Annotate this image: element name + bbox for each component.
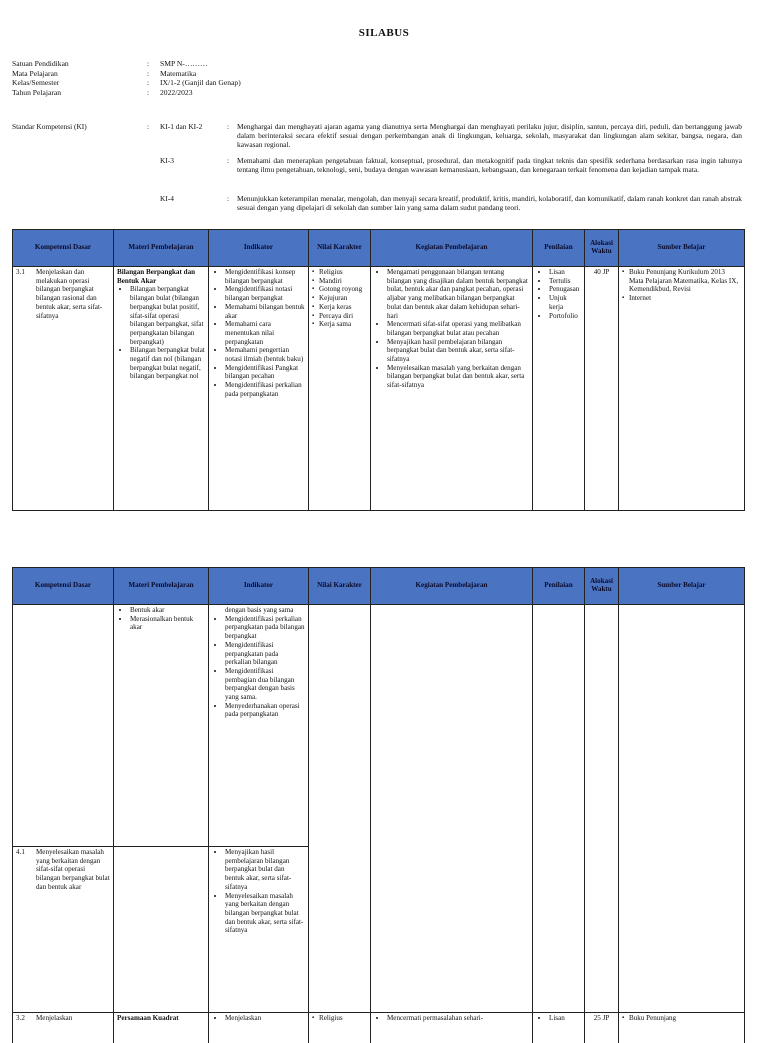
ki-code: KI-3: [160, 156, 174, 165]
kd-text: Menyelesaikan masalah yang berkaitan dengan sifat-sifat operasi bilangan berpangkat bulat dan bentuk akar: [36, 848, 110, 891]
list-item: • Penugasan: [549, 285, 581, 294]
ki-description: Menghargai dan menghayati ajaran agama yang dianutnya serta Menghargai dan menghayati perilaku jujur, disiplin, santun, percaya diri, peduli, dan bertanggung jawab dalam berinteraksi secara efektif sesuai dengan perkembangan anak di lingkungan, keluarga, sekolah, masyarakat dan lingkungan alam sekitar, bangsa, negara, dan kawasan regional.: [237, 122, 742, 150]
list-item: • Menjelaskan: [225, 1014, 305, 1023]
kd-cell: [13, 847, 114, 1013]
kd-number: 3.1: [16, 268, 25, 276]
colon: :: [147, 78, 150, 87]
info-label: Mata Pelajaran: [12, 68, 58, 78]
ki-label: Standar Kompetensi (KI): [12, 122, 87, 131]
ki-description: Memahami dan menerapkan pengetahuan faktual, konseptual, prosedural, dan metakognitif pada tingkat teknis dan spesifik sederhana berdasarkan rasa ingin tahunya tentang ilmu pengetahuan, teknologi, seni, budaya dengan wawasan kemanusiaan, kebangsaan, dan kenegaraan terkait fenomena dan kejadian tampak mata.: [237, 156, 742, 175]
list-item: • Mengidentifikasi Pangkat bilangan pecahan: [225, 364, 305, 381]
header-kompetensi-dasar: Kompetensi Dasar: [13, 568, 114, 605]
list-item: ▪ Religius: [319, 268, 367, 277]
kegiatan-cell: [371, 1013, 533, 1043]
list-item: • Mengamati penggunaan bilangan tentang bilangan yang disajikan dalam bentuk berpangkat bulat, bentuk akar dan pangkat pecahan, operasi aljabar yang melibatkan bilangan berpangkat bulat dan bentuk akar dalam kehidupan sehari-hari: [387, 268, 529, 320]
kegiatan-cell: [371, 605, 533, 847]
sumber-cell: [619, 267, 745, 511]
info-value: 2022/2023: [160, 87, 193, 97]
sumber-cell: [619, 605, 745, 847]
penilaian-cell: [533, 847, 585, 1013]
list-item: • Merasionalkan bentuk akar: [130, 615, 205, 632]
list-item: ▪ Buku Penunjang: [629, 1014, 741, 1023]
materi-title: Bilangan Berpangkat dan Bentuk Akar: [117, 268, 196, 285]
nilai-cell: [309, 267, 371, 511]
list-item: • Bilangan berpangkat bulat negatif dan nol (bilangan berpangkat bulat negatif, bilangan berpangkat nol: [130, 346, 205, 381]
kegiatan-cell: [371, 267, 533, 511]
colon: :: [147, 59, 150, 68]
header-penilaian: Penilaian: [533, 230, 585, 267]
list-item: ▪ Kerja keras: [319, 303, 367, 312]
indikator-cell: [209, 267, 309, 511]
list-item: ▪ Kerja sama: [319, 320, 367, 329]
syllabus-table-page-1: [12, 229, 745, 511]
alokasi-cell: [585, 605, 619, 847]
table-row: [13, 847, 745, 1013]
header-nilai-karakter: Nilai Karakter: [309, 568, 371, 605]
list-item: • Mengidentifikasi notasi bilangan berpangkat: [225, 285, 305, 302]
list-item: • Memahami bilangan bentuk akar: [225, 303, 305, 320]
table-row: [13, 1013, 745, 1043]
info-label: Satuan Pendidikan: [12, 59, 69, 68]
list-item: ▪ Gotong royong: [319, 285, 367, 294]
nilai-cell: [309, 847, 371, 1013]
alokasi-value: 40 JP: [593, 268, 610, 276]
colon: :: [227, 156, 230, 165]
penilaian-cell: [533, 1013, 585, 1043]
indikator-continuation: dengan basis yang sama: [225, 606, 294, 614]
ki-block: [0, 122, 768, 217]
list-item: ▪ Internet: [629, 294, 741, 303]
info-block: [0, 59, 768, 99]
colon: :: [147, 87, 150, 97]
list-item: ▪ Kejujuran: [319, 294, 367, 303]
header-penilaian: Penilaian: [533, 568, 585, 605]
list-item: ▪ Religius: [319, 1014, 367, 1023]
info-row: [0, 69, 768, 79]
header-kompetensi-dasar: Kompetensi Dasar: [13, 230, 114, 267]
nilai-cell: [309, 1013, 371, 1043]
indikator-cell: [209, 1013, 309, 1043]
list-item: • Menyajikan hasil pembelajaran bilangan berpangkat bulat dan bentuk akar, serta sifat-sifatnya: [387, 338, 529, 364]
sumber-cell: [619, 1013, 745, 1043]
header-indikator: Indikator: [209, 230, 309, 267]
ki-description: Menunjukkan keterampilan menalar, mengolah, dan menyaji secara kreatif, produktif, kritis, mandiri, kolaboratif, dan komunikatif, dalam ranah konkret dan ranah abstrak sesuai dengan yang dipelajari di sekolah dan sumber lain yang sama dalam sudut pandang teori.: [237, 194, 742, 213]
header-indikator: Indikator: [209, 568, 309, 605]
header-alokasi-waktu: Alokasi Waktu: [585, 230, 619, 267]
kegiatan-cell: [371, 847, 533, 1013]
table-header-row: [13, 568, 745, 605]
indikator-cell: [209, 847, 309, 1013]
colon: :: [147, 122, 150, 131]
list-item: • Mencermati permasalahan sehari-: [387, 1014, 529, 1023]
info-label: Tahun Pelajaran: [12, 87, 62, 97]
kd-number: 3.2: [16, 1014, 25, 1022]
materi-cell: [114, 267, 209, 511]
materi-title: Persamaan Kuadrat: [117, 1014, 179, 1022]
list-item: • Menyelesaikan masalah yang berkaitan dengan bilangan berpangkat bulat dan bentuk akar, serta sifat-sifatnya: [225, 892, 305, 936]
list-item: • Mengidentifikasi konsep bilangan berpangkat: [225, 268, 305, 285]
sumber-cell: [619, 847, 745, 1013]
list-item: ▪ Mandiri: [319, 277, 367, 286]
info-row: [0, 59, 768, 69]
materi-cell: [114, 605, 209, 847]
list-item: ▪ Percaya diri: [319, 312, 367, 321]
materi-cell: [114, 1013, 209, 1043]
list-item: • Tertulis: [549, 277, 581, 286]
header-kegiatan: Kegiatan Pembelajaran: [371, 230, 533, 267]
list-item: • Menyederhanakan operasi pada perpangkatan: [225, 702, 305, 719]
penilaian-cell: [533, 605, 585, 847]
list-item: • Portofolio: [549, 312, 581, 321]
list-item: • Mengidentifikasi pembagian dua bilangan berpangkat dengan basis yang sama.: [225, 667, 305, 702]
table-row: [13, 605, 745, 847]
info-value: IX/1-2 (Ganjil dan Genap): [160, 78, 241, 87]
alokasi-value: 25 JP: [593, 1014, 610, 1022]
ki-code: KI-4: [160, 194, 174, 203]
list-item: • Unjuk kerja: [549, 294, 581, 311]
kd-cell: [13, 605, 114, 847]
penilaian-cell: [533, 267, 585, 511]
list-item: • Lisan: [549, 268, 581, 277]
header-nilai-karakter: Nilai Karakter: [309, 230, 371, 267]
list-item: • Mengidentifikasi perkalian pada perpangkatan: [225, 381, 305, 398]
list-item: • Mengidentifikasi perkalian perpangkatan pada bilangan berpangkat: [225, 615, 305, 641]
list-item: ▪ Buku Penunjang Kurikulum 2013 Mata Pelajaran Matematika, Kelas IX, Kemendikbud, Revisi: [629, 268, 741, 294]
indikator-cell: [209, 605, 309, 847]
list-item: • Memahami cara menentukan nilai perpangkatan: [225, 320, 305, 346]
list-item: • Menyajikan hasil pembelajaran bilangan berpangkat bulat dan bentuk akar, serta sifat-sifatnya: [225, 848, 305, 892]
materi-cell: [114, 847, 209, 1013]
kd-cell: [13, 267, 114, 511]
alokasi-cell: [585, 1013, 619, 1043]
info-label: Kelas/Semester: [12, 78, 60, 87]
list-item: • Mengidentifikasi perpangkatan pada perkalian bilangan: [225, 641, 305, 667]
ki-code: KI-1 dan KI-2: [160, 122, 203, 131]
info-value: SMP N-………: [160, 59, 208, 68]
info-value: Matematika: [160, 68, 197, 78]
kd-text: Menjelaskan: [36, 1014, 73, 1022]
header-materi: Materi Pembelajaran: [114, 568, 209, 605]
header-kegiatan: Kegiatan Pembelajaran: [371, 568, 533, 605]
list-item: • Menyelesaikan masalah yang berkaitan dengan bilangan berpangkat bulat dan bentuk akar, serta sifat-sifatnya: [387, 364, 529, 390]
info-row: [0, 78, 768, 88]
table-header-row: [13, 230, 745, 267]
table-row: [13, 267, 745, 511]
kd-text: Menjelaskan dan melakukan operasi bilangan berpangkat bilangan rasional dan bentuk akar, serta sifat-sifatnya: [36, 268, 103, 320]
colon: :: [147, 68, 150, 78]
colon: :: [227, 194, 230, 203]
header-sumber-belajar: Sumber Belajar: [619, 568, 745, 605]
kd-cell: [13, 1013, 114, 1043]
alokasi-cell: [585, 847, 619, 1013]
list-item: • Lisan: [549, 1014, 581, 1023]
header-sumber-belajar: Sumber Belajar: [619, 230, 745, 267]
header-materi: Materi Pembelajaran: [114, 230, 209, 267]
header-alokasi-waktu: Alokasi Waktu: [585, 568, 619, 605]
nilai-cell: [309, 605, 371, 847]
info-row: [0, 88, 768, 98]
list-item: • Bentuk akar: [130, 606, 205, 615]
colon: :: [227, 122, 230, 131]
list-item: • Mencermati sifat-sifat operasi yang melibatkan bilangan berpangkat bulat atau pecahan: [387, 320, 529, 337]
kd-number: 4.1: [16, 848, 25, 856]
syllabus-table-page-2: [12, 567, 745, 1043]
alokasi-cell: [585, 267, 619, 511]
list-item: • Memahami pengertian notasi ilmiah (bentuk baku): [225, 346, 305, 363]
document-title: SILABUS: [358, 27, 410, 39]
list-item: • Bilangan berpangkat bilangan bulat (bilangan berpangkat bulat positif, sifat-sifat operasi bilangan berpangkat, sifat perpangkatan bilangan berpangkat): [130, 285, 205, 346]
